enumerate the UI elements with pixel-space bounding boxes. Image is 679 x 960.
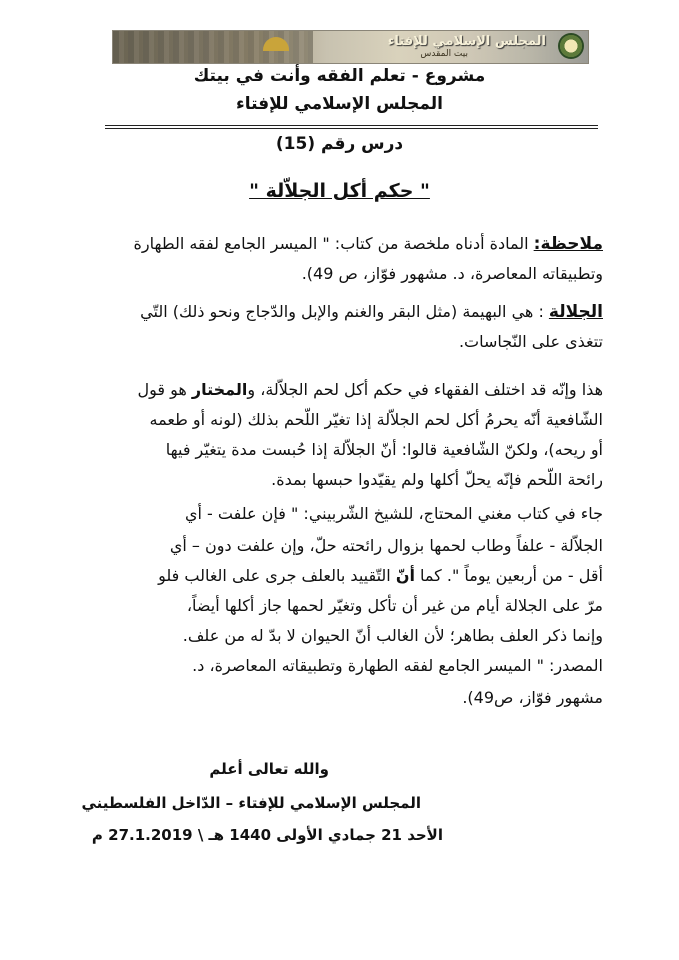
- council-name: المجلس الإسلامي للإفتاء: [236, 94, 443, 114]
- body-line-1-b: هو قول: [137, 380, 192, 399]
- banner-subtitle: بيت المقدس: [420, 49, 468, 59]
- body-line-11: مشهور فوّاز، ص49).: [462, 688, 603, 707]
- definition-line-1: [140, 302, 603, 322]
- note-label: ملاحظة:: [533, 234, 603, 254]
- lesson-number: درس رقم (15): [275, 134, 404, 154]
- note-line-2: وتطبيقاته المعاصرة، د. مشهور فوّاز، ص 49).: [301, 264, 603, 283]
- header-banner: [112, 30, 589, 64]
- definition-label: الجلالة: [548, 302, 603, 322]
- footer-date: الأحد 21 جمادي الأولى 1440 هـ \ 27.1.2019 م: [91, 826, 443, 844]
- banner-title: المجلس الإسلامي للإفتاء: [387, 34, 546, 49]
- body-line-1: [137, 380, 603, 399]
- body-line-7-a: أقل - من أربعين يوماً ". كما: [414, 566, 603, 585]
- body-line-7: [158, 566, 603, 585]
- footer-organization: المجلس الإسلامي للإفتاء – الدّاخل الفلسطيني: [81, 794, 421, 812]
- definition-line-2: تتغذى على النّجاسات.: [458, 332, 603, 351]
- header-rule-top: [105, 125, 598, 126]
- note-line-1: [133, 234, 603, 254]
- project-title: مشروع - تعلم الفقه وأنت في بيتك: [193, 66, 486, 86]
- body-line-4: رائحة اللّحم فإنّه يحلّ أكلها ولم يقيّدوا حبسها بمدة.: [271, 470, 603, 489]
- council-logo-icon: [558, 33, 584, 59]
- header-rule-bottom: [105, 128, 598, 129]
- body-line-6: الجلاّلة - علفاً وطاب لحمها بزوال رائحته حلّ، وإن علفت دون – أي: [169, 536, 603, 555]
- lesson-title: " حكم أكل الجلاّلة ": [249, 180, 430, 202]
- body-line-1-a: هذا وإنّه قد اختلف الفقهاء في حكم أكل لحم الجلاّلة، و: [247, 380, 603, 399]
- body-line-1-bold: المختار: [191, 380, 248, 399]
- body-line-10: المصدر: " الميسر الجامع لفقه الطهارة وتطبيقاته المعاصرة، د.: [192, 656, 603, 675]
- definition-text-1: : هي البهيمة (مثل البقر والغنم والإبل والدّجاج ونحو ذلك) التّي: [140, 302, 549, 321]
- body-line-2: الشّافعية أنّه يحرمُ أكل لحم الجلاّلة إذا تغيّر اللّحم بذلك (لونه أو طعمه: [149, 410, 603, 429]
- body-line-8: مرّ على الجلالة أيام من غير أن تأكل وتغيّر لحمها جاز أكلها أيضاً،: [186, 596, 603, 615]
- body-line-9: وإنما ذكر العلف بطاهر؛ لأن الغالب أنّ الحيوان لا بدّ له من علف.: [182, 626, 603, 645]
- note-text-1: المادة أدناه ملخصة من كتاب: " الميسر الجامع لفقه الطهارة: [133, 234, 534, 253]
- body-line-7-bold: أنّ: [395, 566, 415, 585]
- body-line-7-b: التّقييد بالعلف جرى على الغالب فلو: [158, 566, 396, 585]
- closing-phrase: والله تعالى أعلم: [209, 760, 329, 778]
- body-line-3: أو ريحه)، ولكنّ الشّافعية قالوا: أنّ الجلاّلة إذا حُبست مدة يتغيّر فيها: [165, 440, 603, 459]
- body-line-5: جاء في كتاب مغني المحتاج، للشيخ الشّربيني: " فإن علفت - أي: [184, 504, 603, 523]
